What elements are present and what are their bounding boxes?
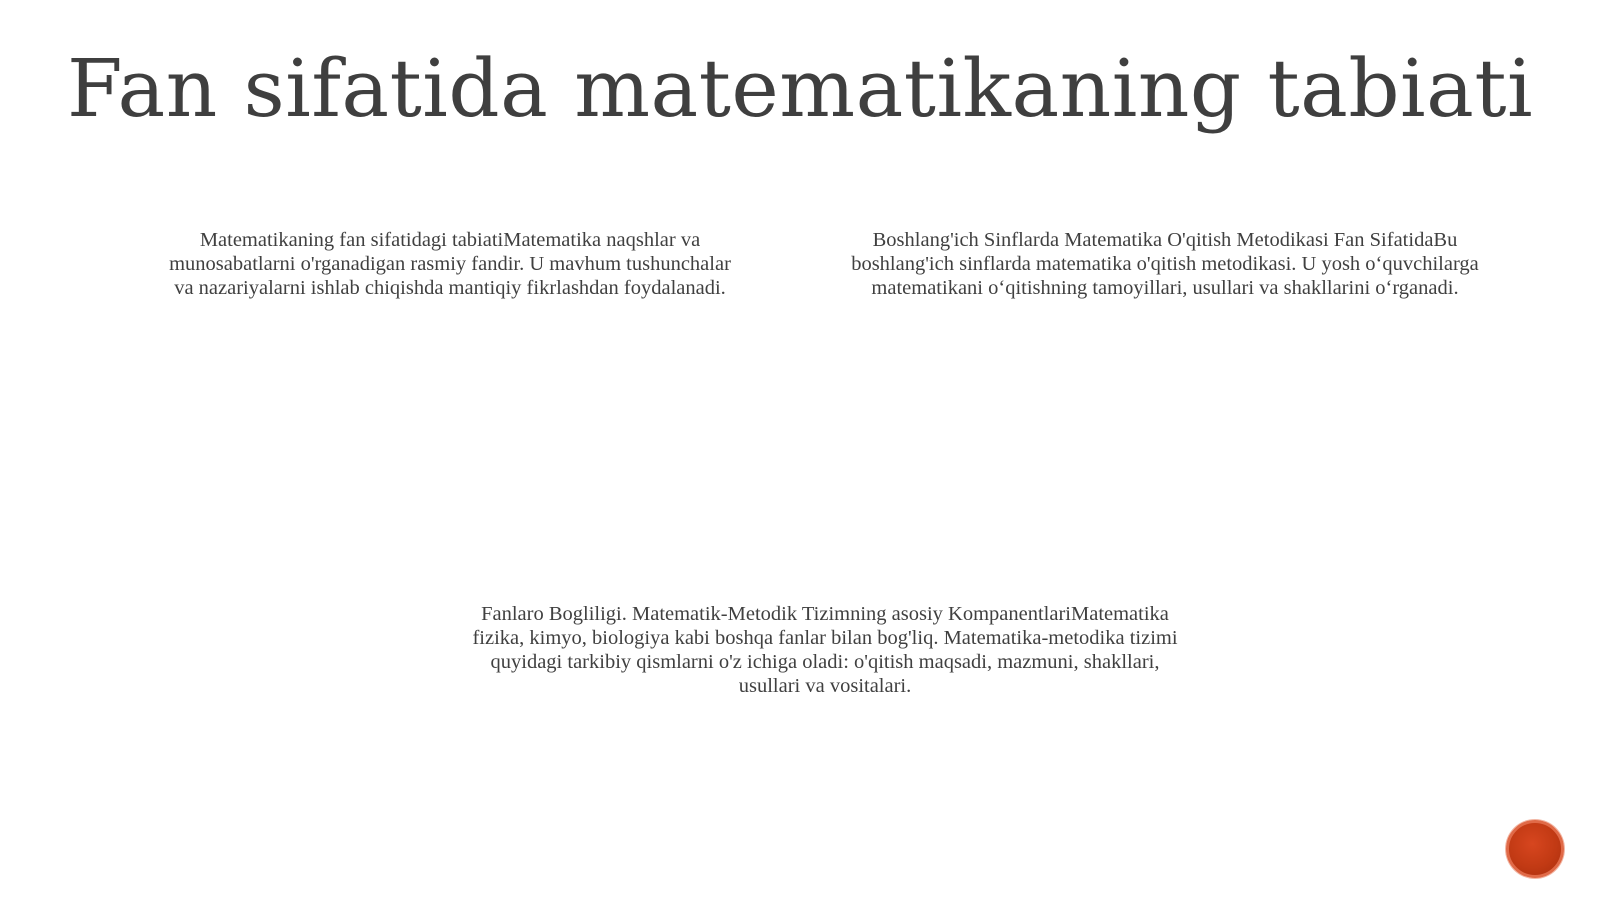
slide-title: Fan sifatida matematikaning tabiati [66,42,1534,135]
text-block-interdisciplinary-connections: Fanlaro Bogliligi. Matematik-Metodik Tizimning asosiy KompanentlariMatematika fizika, kimyo, biologiya kabi boshqa fanlar bilan bog'liq. Matematika-metodika tizimi quyidagi tarkibiy qismlarni o'z ichiga oladi: o'qitish maqsadi, mazmuni, shakllari, usullari va vositalari. [472,603,1178,697]
text-block-nature-of-math: Matematikaning fan sifatidagi tabiatiMatematika naqshlar va munosabatlarni o'rganadigan rasmiy fandir. U mavhum tushunchalar va nazariyalarni ishlab chiqishda mantiqiy fikrlashdan foydalanadi. [169,229,731,299]
text-block-teaching-methodology: Boshlang'ich Sinflarda Matematika O'qitish Metodikasi Fan SifatidaBu boshlang'ich sinflarda matematika o'qitish metodikasi. U yosh o‘quvchilarga matematikani o‘qitishning tamoyillari, usullari va shakllarini o‘rganadi. [851,229,1479,299]
circle-nav-button-icon[interactable] [1506,820,1564,878]
